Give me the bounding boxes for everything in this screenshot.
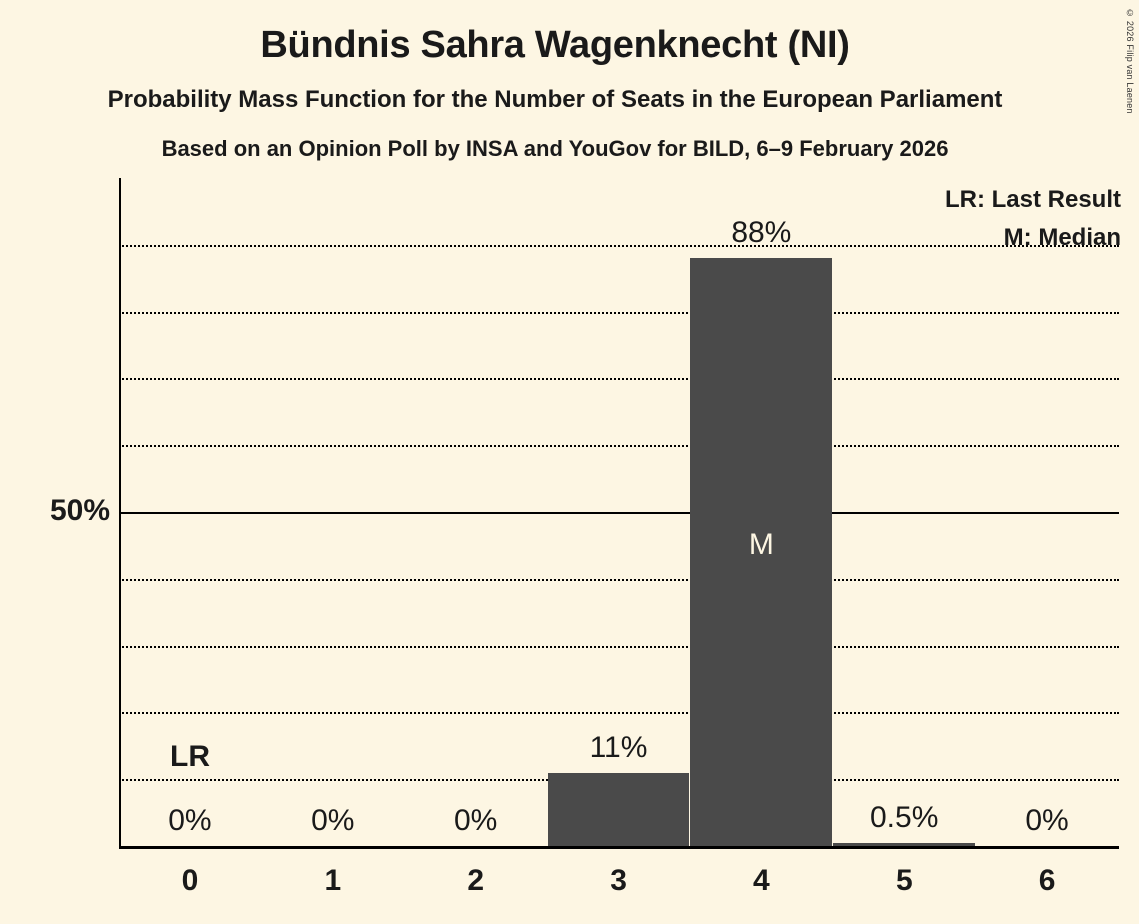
x-tick-5: 5 [895,864,913,897]
bar-label-2: 0% [453,804,498,837]
bar-3[interactable] [548,773,690,846]
last-result-marker: LR [170,740,210,773]
gridline-70 [119,378,1119,380]
gridline-60 [119,445,1119,447]
plot-area [119,178,1119,846]
gridline-90 [119,245,1119,247]
x-tick-1: 1 [324,864,342,897]
x-tick-2: 2 [467,864,485,897]
chart-subtitle: Probability Mass Function for the Number of Seats in the European Parliament [107,86,1003,113]
x-tick-3: 3 [610,864,627,897]
bar-label-5: 0.5% [870,800,939,834]
page-title: Bündnis Sahra Wagenknecht (NI) [260,24,850,66]
bar-label-0: 0% [168,804,212,837]
bar-5[interactable] [833,843,975,846]
x-tick-0: 0 [181,864,199,897]
gridline-30 [119,646,1119,648]
x-tick-6: 6 [1038,864,1056,897]
chart-source: Based on an Opinion Poll by INSA and YouGov for BILD, 6–9 February 2026 [161,136,949,161]
bar-label-6: 0% [1025,804,1069,837]
gridline-80 [119,312,1119,314]
legend-last-result: LR: Last Result [944,186,1121,213]
legend-median: M: Median [1003,224,1121,251]
gridline-20 [119,712,1119,714]
copyright-notice: © 2026 Filip van Laenen [1125,8,1135,114]
gridline-40 [119,579,1119,581]
bar-label-3: 11% [589,730,648,764]
bar-label-1: 0% [311,804,355,837]
gridline-50 [119,512,1119,514]
y-axis-label-50: 50% [49,494,110,527]
bar-label-4: 88% [731,216,792,250]
x-tick-4: 4 [753,864,770,897]
x-axis [119,846,1119,849]
median-marker: M [748,528,774,561]
